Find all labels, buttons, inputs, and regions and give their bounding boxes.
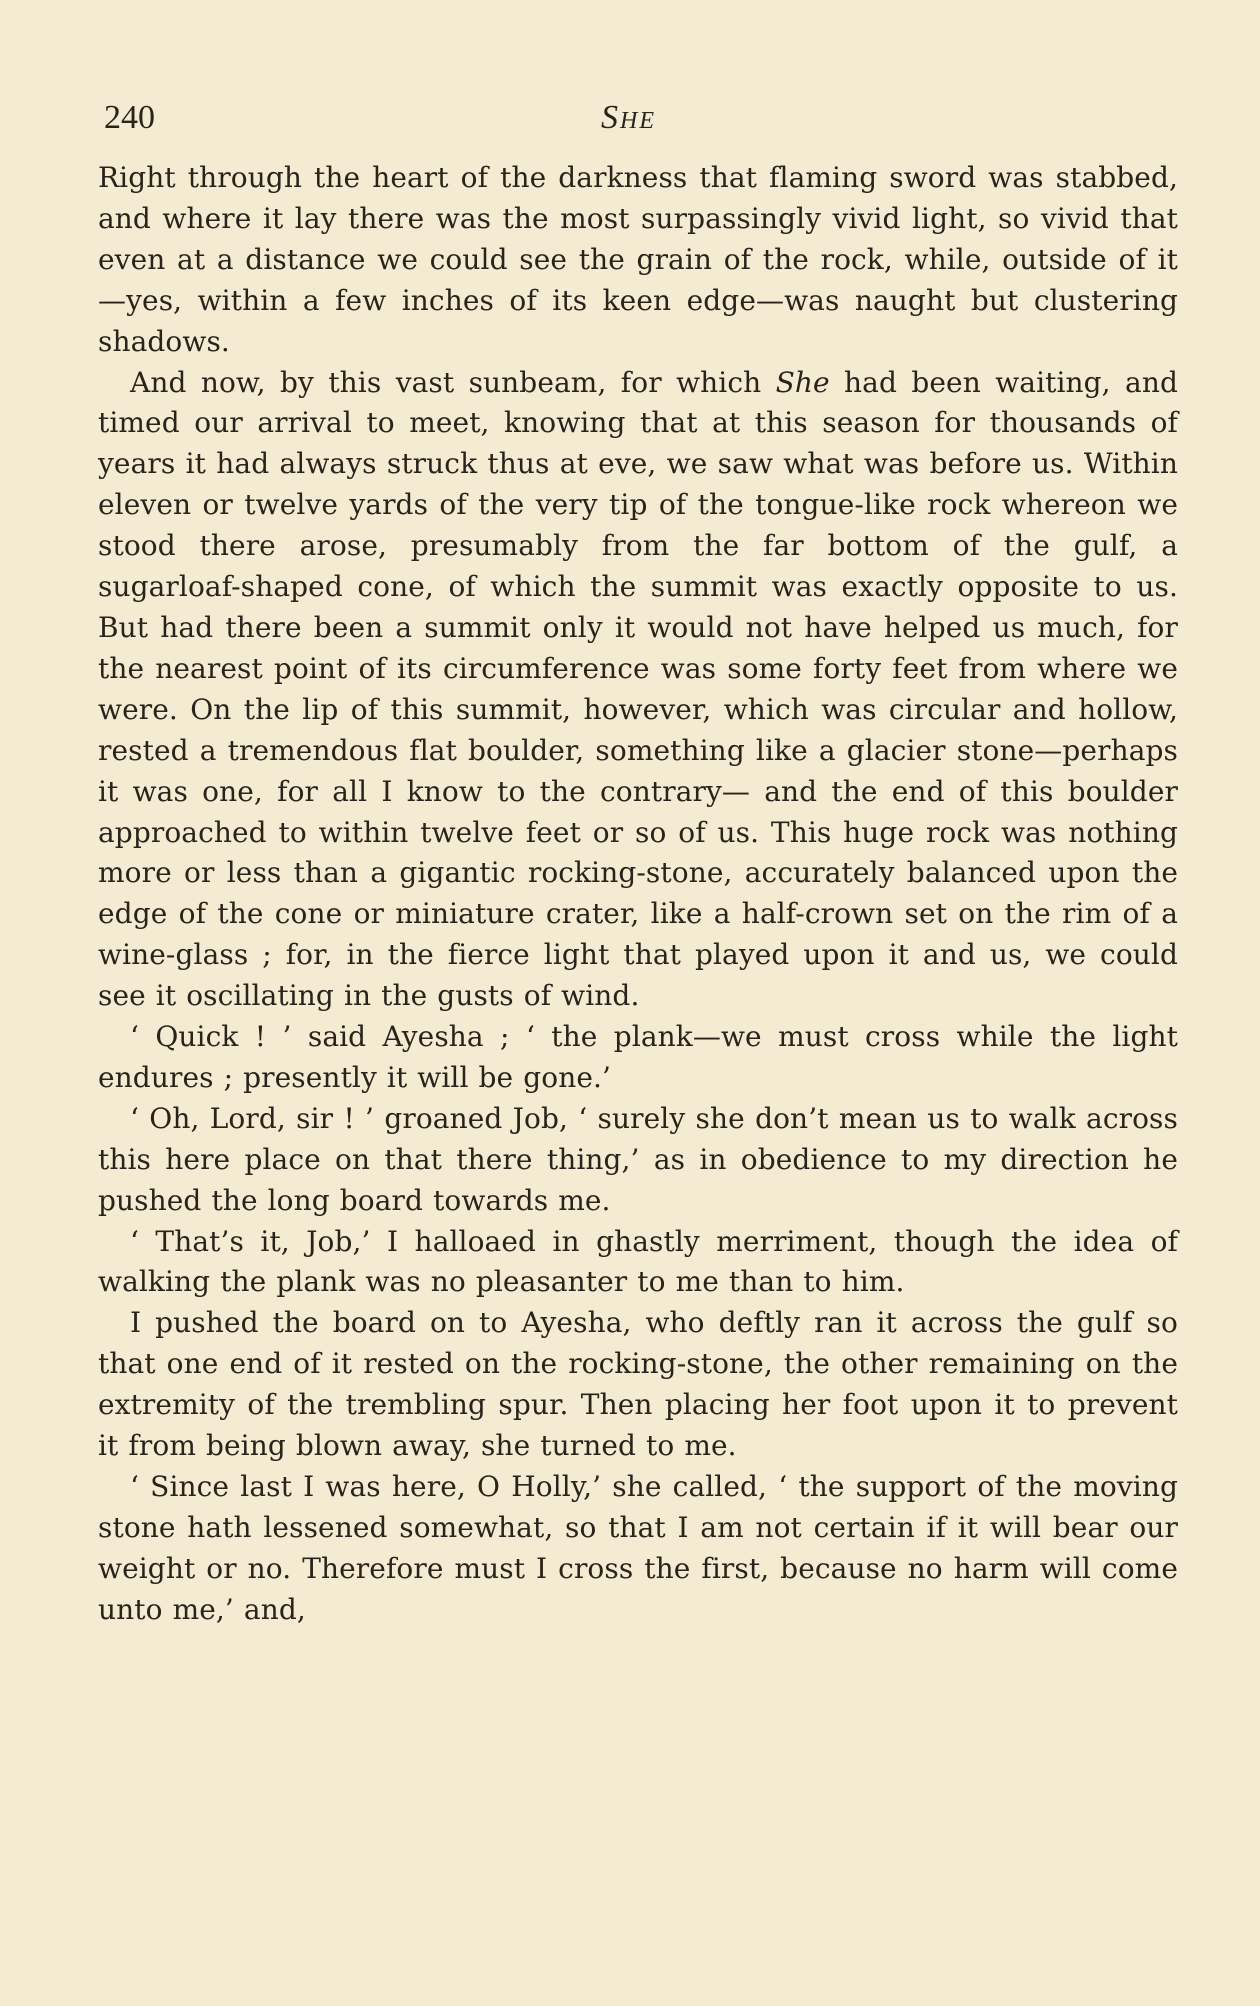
- paragraph-7: ‘ Since last I was here, O Holly,’ she called, ‘ the support of the moving stone hath lessened somewhat, so that I am not certain if it will bear our weight or no. Therefore must I cross the first, because no harm will come unto me,’ and,: [98, 1470, 1178, 1626]
- italic-she: She: [775, 365, 830, 399]
- paragraph-6: I pushed the board on to Ayesha, who deftly ran it across the gulf so that one end of it rested on the rocking-stone, the other remaining on the extremity of the trembling spur. Then placing her foot upon it to prevent it from being blown away, she turned to me.: [98, 1306, 1178, 1463]
- paragraph-5: ‘ That’s it, Job,’ I halloaed in ghastly merriment, though the idea of walking the plank was no pleasanter to me than to him.: [98, 1224, 1178, 1299]
- paragraph-4: ‘ Oh, Lord, sir ! ’ groaned Job, ‘ surely she don’t mean us to walk across this here place on that there thing,’ as in obedience to my direction he pushed the long board towards me.: [98, 1101, 1178, 1217]
- running-title: She: [601, 99, 656, 136]
- paragraph-2: [98, 363, 1178, 1018]
- page-header: [104, 96, 1179, 140]
- page-number: 240: [104, 99, 155, 136]
- paragraph-3: ‘ Quick ! ’ said Ayesha ; ‘ the plank—we must cross while the light endures ; presently it will be gone.’: [98, 1020, 1178, 1094]
- paragraph-1: Right through the heart of the darkness that flaming sword was stabbed, and where it lay there was the most surpassingly vivid light, so vivid that even at a distance we could see the grain of the rock, while, outside of it—yes, within a few inches of its keen edge—was naught but clustering shadows.: [98, 161, 1178, 358]
- paragraph-2-text-start: And now, by this vast sunbeam, for which: [130, 365, 776, 399]
- body-text: [98, 158, 1178, 1631]
- paragraph-2-text-end: had been waiting, and timed our arrival to meet, knowing that at this season for thousands of years it had always struck thus at eve, we saw what was before us. Within eleven or twelve yards of the very tip of the tongue-like rock whereon we stood there arose, presumably from the far bottom of the gulf, a sugarloaf-shaped cone, of which the summit was exactly opposite to us. But had there been a summit only it would not have helped us much, for the nearest point of its circumference was some forty feet from where we were. On the lip of this summit, however, which was circular and hollow, rested a tremendous flat boulder, something like a glacier stone—perhaps it was one, for all I know to the contrary— and the end of this boulder approached to within twelve feet or so of us. This huge rock was nothing more or less than a gigantic rocking-stone, accurately balanced upon the edge of the cone or miniature crater, like a half-crown set on the rim of a wine-glass ; for, in the fierce light that played upon it and us, we could see it oscillating in the gusts of wind.: [98, 365, 1178, 1013]
